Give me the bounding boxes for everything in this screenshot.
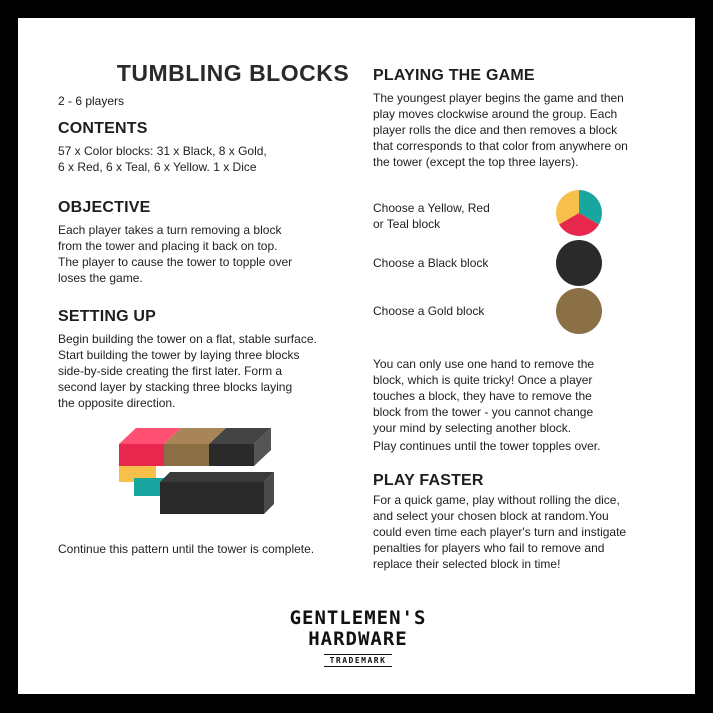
contents-text: 57 x Color blocks: 31 x Black, 8 x Gold, 6 x Red, 6 x Teal, 6 x Yellow. 1 x Dice — [58, 144, 267, 174]
rules-text: You can only use one hand to remove the block, which is quite tricky! Once a player touches a block, they have to remove the block from the tower - you cannot change your mind by selecting another block. Play continues until the tower topples over. — [373, 357, 601, 453]
brand-trademark: TRADEMARK — [324, 654, 393, 667]
instruction-sheet — [18, 18, 695, 694]
tower-illustration — [114, 422, 284, 522]
top-black-block-front — [209, 444, 254, 466]
contents-heading: CONTENTS — [58, 120, 148, 137]
playing-text: The youngest player begins the game and then play moves clockwise around the group. Each player rolls the dice and then removes a block that corresponds to that color from anywhere on the tower (except the top three layers). — [373, 91, 628, 169]
brand-name-line-1: GENTLEMEN'S — [289, 607, 427, 629]
bottom-black-block-top — [160, 472, 274, 482]
dice-legend-tricolor-label: Choose a Yellow, Red or Teal block — [373, 201, 490, 231]
bottom-black-block-front — [160, 482, 264, 514]
brand-name-line-2: HARDWARE — [308, 628, 408, 650]
objective-heading: OBJECTIVE — [58, 199, 151, 216]
dice-legend-gold-label: Choose a Gold block — [373, 304, 485, 318]
objective-text: Each player takes a turn removing a block from the tower and placing it back on top. The player to cause the tower to topple over loses the game. — [58, 223, 293, 285]
setting-up-heading: SETTING UP — [58, 308, 157, 325]
black-dice-icon — [556, 240, 602, 286]
playing-heading: PLAYING THE GAME — [373, 67, 535, 84]
players-count: 2 - 6 players — [58, 94, 125, 108]
top-red-block-front — [119, 444, 164, 466]
tricolor-dice-icon — [556, 190, 602, 236]
top-gold-block-front — [164, 444, 209, 466]
setting-up-footer: Continue this pattern until the tower is complete. — [58, 542, 315, 556]
setting-up-text: Begin building the tower on a flat, stable surface. Start building the tower by laying three blocks side-by-side creating the first later. Form a second layer by stacking three blocks laying the opposite direction. — [58, 332, 317, 410]
play-faster-text: For a quick game, play without rolling the dice, and select your chosen block at random.You could even time each player's turn and instigate penalties for players who fail to remove and replace their selected block in time! — [373, 493, 627, 571]
gold-dice-icon — [556, 288, 602, 334]
brand-logo — [198, 608, 518, 668]
dice-legend-black-label: Choose a Black block — [373, 256, 489, 270]
play-faster-heading: PLAY FASTER — [373, 472, 484, 489]
page-title: TUMBLING BLOCKS — [116, 60, 350, 86]
